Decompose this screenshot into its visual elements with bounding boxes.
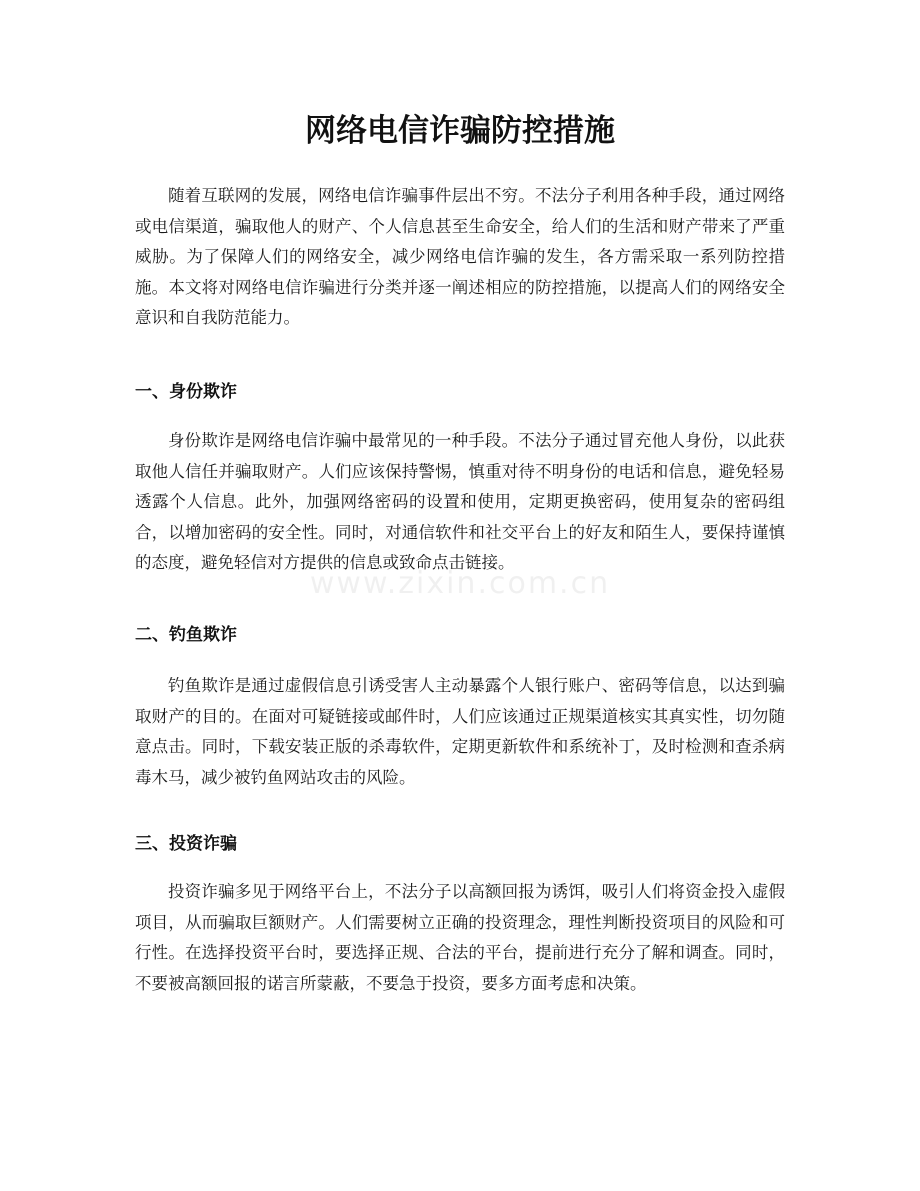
- intro-paragraph: 随着互联网的发展，网络电信诈骗事件层出不穷。不法分子利用各种手段，通过网络或电信渠道，骗取他人的财产、个人信息甚至生命安全，给人们的生活和财产带来了严重威胁。为了保障人们的网络安全，减少网络电信诈骗的发生，各方需采取一系列防控措施。本文将对网络电信诈骗进行分类并逐一阐述相应的防控措施，以提高人们的网络安全意识和自我防范能力。: [135, 186, 785, 327]
- section-body-identity-fraud: 身份欺诈是网络电信诈骗中最常见的一种手段。不法分子通过冒充他人身份，以此获取他人信任并骗取财产。人们应该保持警惕，慎重对待不明身份的电话和信息，避免轻易透露个人信息。此外，加强网络密码的设置和使用，定期更换密码，使用复杂的密码组合，以增加密码的安全性。同时，对通信软件和社交平台上的好友和陌生人，要保持谨慎的态度，避免轻信对方提供的信息或致命点击链接。: [135, 431, 785, 572]
- section-body-phishing-fraud: 钓鱼欺诈是通过虚假信息引诱受害人主动暴露个人银行账户、密码等信息，以达到骗取财产的目的。在面对可疑链接或邮件时，人们应该通过正规渠道核实其真实性，切勿随意点击。同时，下载安装正版的杀毒软件，定期更新软件和系统补丁，及时检测和查杀病毒木马，减少被钓鱼网站攻击的风险。: [135, 676, 785, 787]
- watermark: www.zixin.com.cn: [309, 566, 611, 601]
- page-title: 网络电信诈骗防控措施: [305, 113, 615, 149]
- section-heading-identity-fraud: 一、身份欺诈: [135, 382, 237, 402]
- section-heading-investment-fraud: 三、投资诈骗: [135, 834, 237, 854]
- section-heading-phishing-fraud: 二、钓鱼欺诈: [135, 625, 237, 645]
- section-body-investment-fraud: 投资诈骗多见于网络平台上，不法分子以高额回报为诱饵，吸引人们将资金投入虚假项目，从而骗取巨额财产。人们需要树立正确的投资理念，理性判断投资项目的风险和可行性。在选择投资平台时，要选择正规、合法的平台，提前进行充分了解和调查。同时，不要被高额回报的诺言所蒙蔽，不要急于投资，要多方面考虑和决策。: [135, 882, 785, 993]
